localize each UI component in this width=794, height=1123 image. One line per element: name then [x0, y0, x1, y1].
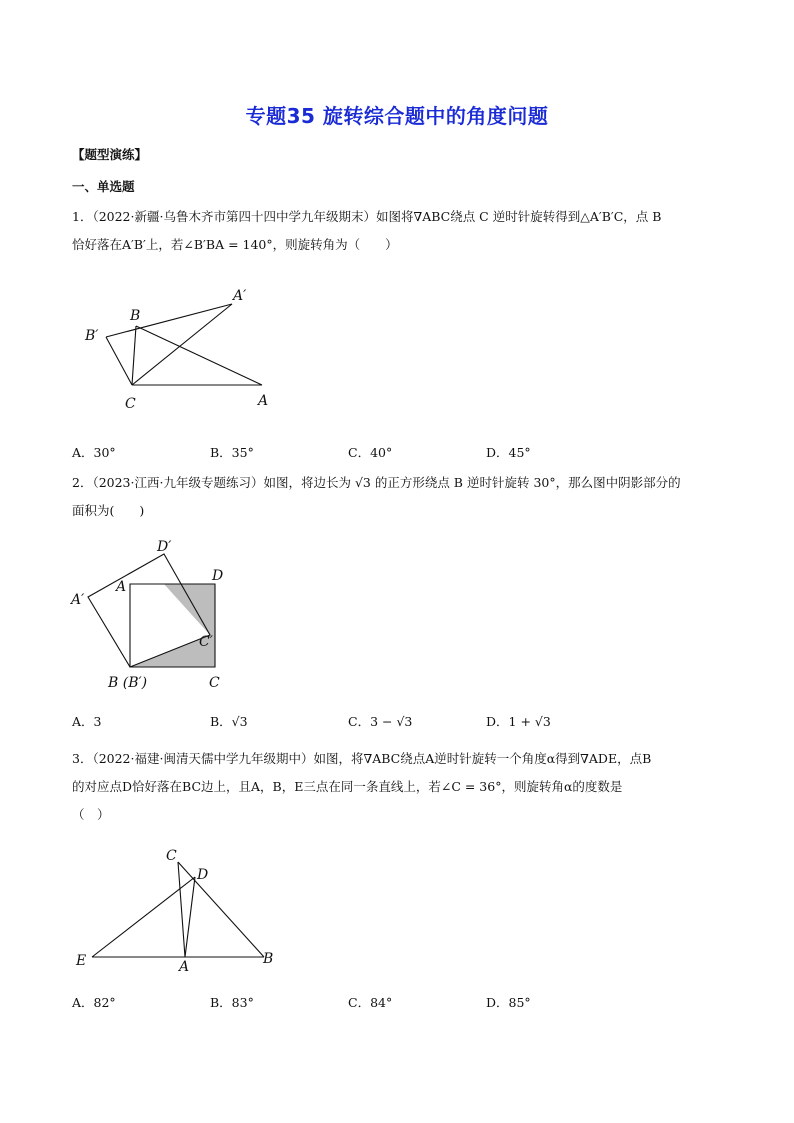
question-3-line-1	[72, 745, 724, 773]
label-c: C	[166, 848, 177, 864]
label-a-prime: A′	[71, 592, 85, 608]
label-b: B	[130, 308, 141, 324]
question-2-line-2: 面积为( )	[72, 503, 145, 518]
segment-cb	[132, 326, 136, 385]
segment-cb-prime	[106, 337, 132, 385]
question-2	[72, 469, 724, 525]
q2-option-c[interactable]: C．3 − √3	[348, 714, 413, 729]
q1-option-d[interactable]: D．45°	[486, 445, 531, 460]
question-3-options	[72, 993, 724, 1013]
question-2-number: 2．	[72, 475, 93, 490]
question-1-figure	[70, 280, 290, 415]
q3-option-b[interactable]: B．83°	[210, 995, 254, 1010]
page-title: 专题35 旋转综合题中的角度问题	[245, 104, 549, 128]
q2-option-a[interactable]: A．3	[72, 714, 102, 729]
segment-ba	[136, 326, 262, 385]
label-c: C	[125, 396, 136, 412]
question-1-options	[72, 443, 724, 463]
label-b-b-prime: B (B′)	[108, 675, 148, 691]
question-1-text-1: 如图将∇ABC绕点 C 逆时针旋转得到△A′B′C，点 B	[375, 209, 662, 224]
question-2-line-1	[72, 469, 724, 497]
label-a: A	[116, 579, 127, 595]
q3-option-d[interactable]: D．85°	[486, 995, 531, 1010]
label-a: A	[258, 393, 269, 409]
question-1-line-1	[72, 203, 724, 231]
question-1	[72, 203, 724, 259]
q2-option-b[interactable]: B．√3	[210, 714, 248, 729]
question-3-line-3: （ ）	[72, 807, 110, 822]
label-c-prime: C′	[199, 634, 213, 650]
question-3-line-2: 的对应点D恰好落在BC边上，且A，B，E三点在同一条直线上，若∠C = 36°，则旋转角α的度数是	[72, 779, 623, 794]
label-a: A	[179, 959, 190, 975]
q1-option-a[interactable]: A．30°	[72, 445, 116, 460]
question-1-number: 1．	[72, 209, 93, 224]
question-3-number: 3．	[72, 751, 93, 766]
segment-da	[185, 877, 195, 957]
question-3-figure	[72, 845, 287, 975]
exercise-tag: 【题型演练】	[72, 147, 148, 162]
q1-option-b[interactable]: B．35°	[210, 445, 254, 460]
label-a-prime: A′	[233, 288, 247, 304]
segment-ca-prime	[132, 304, 232, 385]
label-b-prime: B′	[85, 328, 99, 344]
question-2-figure	[66, 530, 241, 695]
label-b: B	[263, 951, 274, 967]
question-3	[72, 745, 724, 829]
question-1-source: （2022·新疆·乌鲁木齐市第四十四中学九年级期末）	[92, 209, 376, 224]
label-d-prime: D′	[157, 539, 172, 555]
label-e: E	[76, 953, 87, 969]
question-3-text-1: 如图，将∇ABC绕点A逆时针旋转一个角度α得到∇ADE，点B	[313, 751, 652, 766]
label-d: D	[212, 568, 224, 584]
label-c: C	[209, 675, 220, 691]
label-d: D	[197, 867, 209, 883]
question-2-text-1: 如图，将边长为 √3 的正方形绕点 B 逆时针旋转 30°，那么图中阴影部分的	[263, 475, 681, 490]
question-2-source: （2023·江西·九年级专题练习）	[92, 475, 264, 490]
question-1-line-2: 恰好落在A′B′上，若∠B′BA = 140°，则旋转角为（ ）	[72, 237, 398, 252]
q1-option-c[interactable]: C．40°	[348, 445, 393, 460]
q3-option-c[interactable]: C．84°	[348, 995, 393, 1010]
question-2-options	[72, 712, 724, 732]
q3-option-a[interactable]: A．82°	[72, 995, 116, 1010]
q2-option-d[interactable]: D．1 + √3	[486, 714, 551, 729]
segment-ca	[178, 862, 185, 957]
shaded-region	[130, 584, 215, 667]
question-3-source: （2022·福建·闽清天儒中学九年级期中）	[92, 751, 314, 766]
section-heading: 一、单选题	[72, 179, 135, 194]
segment-b-prime-a-prime	[106, 304, 232, 337]
